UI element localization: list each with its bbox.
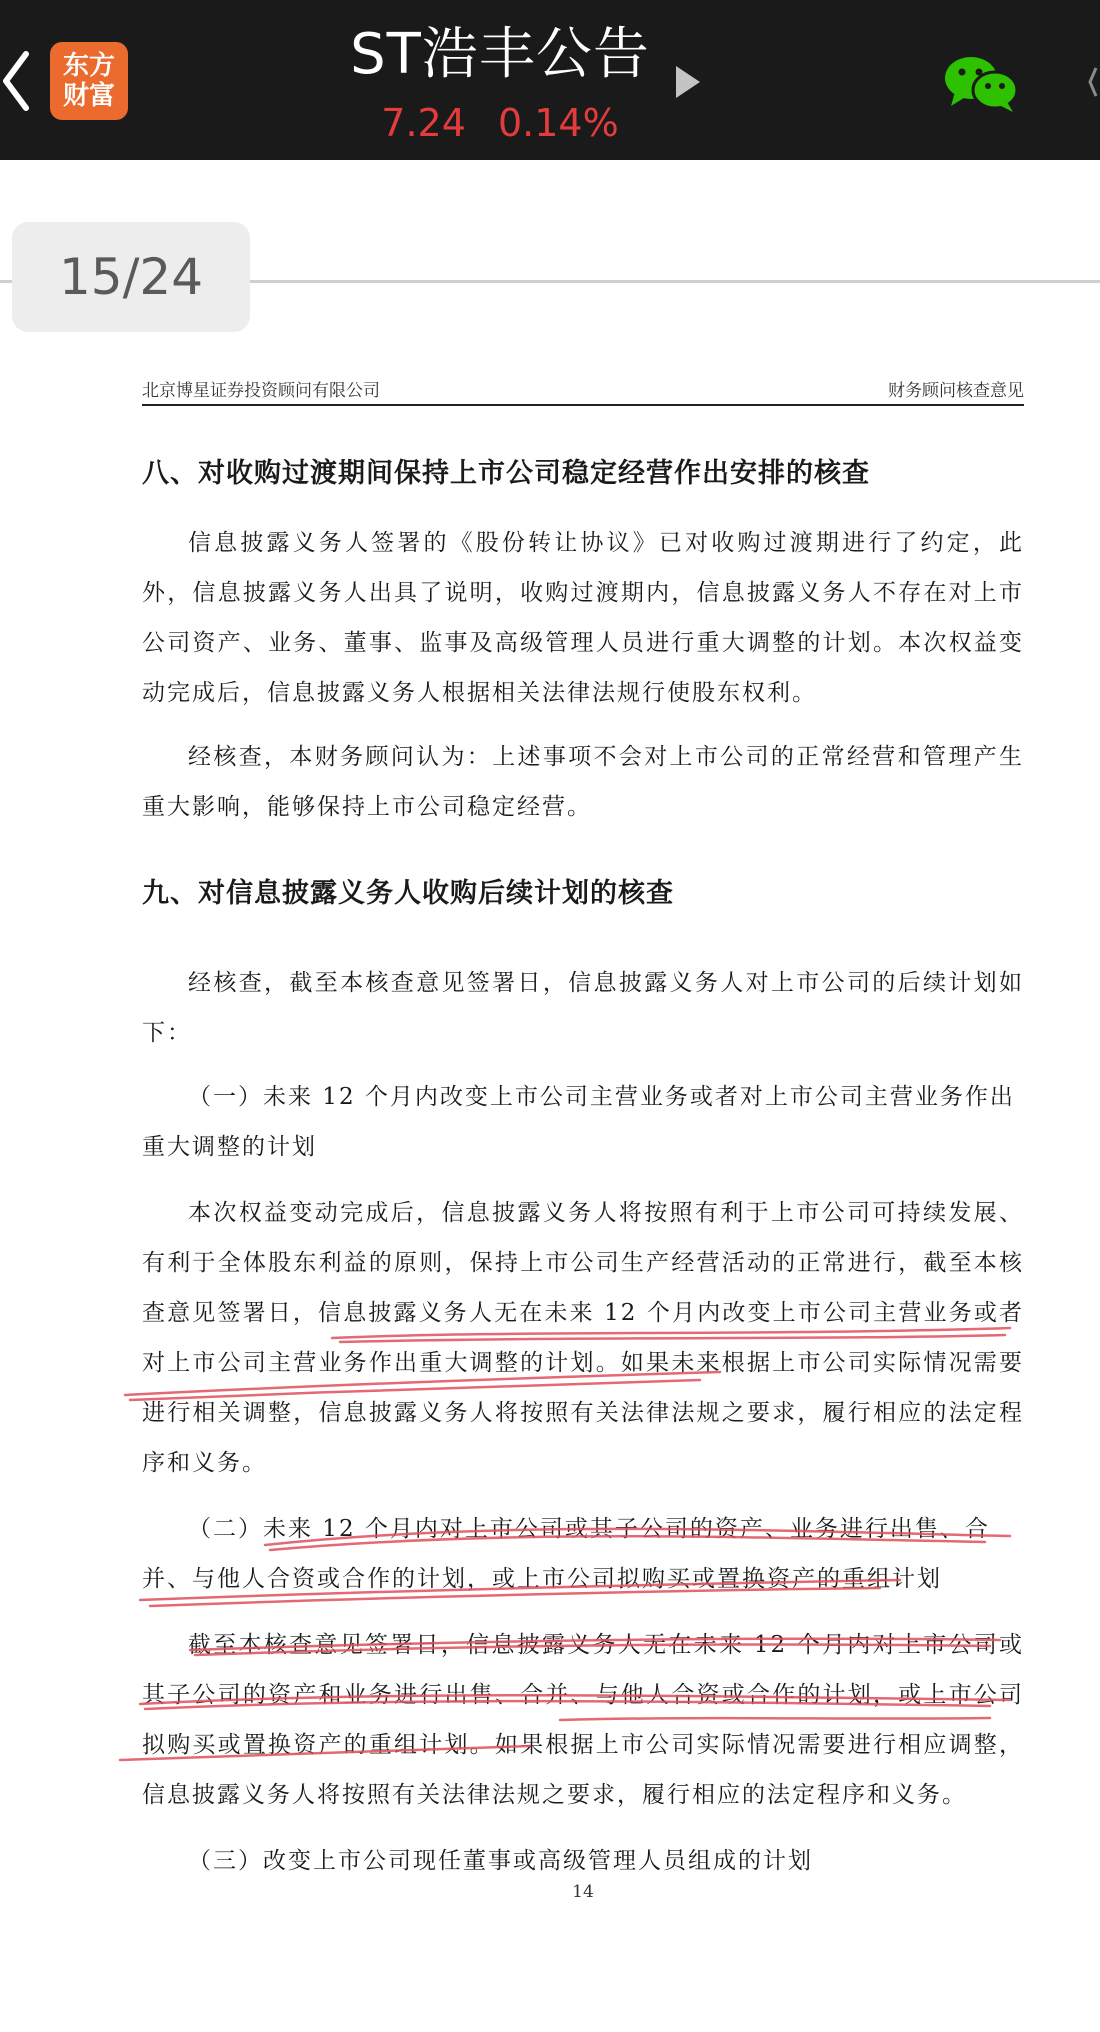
play-arrow-icon[interactable] bbox=[676, 66, 700, 98]
subsection-2-paragraph: 截至本核查意见签署日，信息披露义务人无在未来 12 个月内对上市公司或其子公司的资产和业务进行出售、合并、与他人合资或合作的计划，或上市公司拟购买或置换资产的重组计划。如果根据上市公司实际情况需要进行相应调整，信息披露义务人将按照有关法律法规之要求，履行相应的法定程序和义务。 bbox=[142, 1632, 1024, 1808]
stock-quote bbox=[0, 98, 1000, 148]
subsection-2-title: （二）未来 12 个月内对上市公司或其子公司的资产、业务进行出售、合并、与他人合资或合作的计划，或上市公司拟购买或置换资产的重组计划 bbox=[142, 1516, 990, 1592]
more-edge-icon[interactable] bbox=[1088, 62, 1100, 102]
doc-header bbox=[142, 376, 1024, 406]
page-number: 14 bbox=[572, 1882, 594, 1902]
section-9-paragraph-1: 经核查，截至本核查意见签署日，信息披露义务人对上市公司的后续计划如下： bbox=[142, 970, 1024, 1046]
top-bar bbox=[0, 0, 1100, 160]
section-8-paragraph-2: 经核查，本财务顾问认为：上述事项不会对上市公司的正常经营和管理产生重大影响，能够保持上市公司稳定经营。 bbox=[142, 744, 1024, 820]
stock-price: 7.24 bbox=[381, 101, 466, 145]
subsection-3-title: （三）改变上市公司现任董事或高级管理人员组成的计划 bbox=[188, 1848, 813, 1874]
stock-change: 0.14% bbox=[497, 101, 619, 145]
doc-header-company: 北京博星证券投资顾问有限公司 bbox=[142, 381, 380, 401]
subsection-1-title: （一）未来 12 个月内改变上市公司主营业务或者对上市公司主营业务作出重大调整的计划 bbox=[142, 1084, 1015, 1160]
doc-header-type: 财务顾问核查意见 bbox=[888, 381, 1024, 401]
subsection-1-paragraph: 本次权益变动完成后，信息披露义务人将按照有利于上市公司可持续发展、有利于全体股东利益的原则，保持上市公司生产经营活动的正常进行，截至本核查意见签署日，信息披露义务人无在未来 12 个月内改变上市公司主营业务或者对上市公司主营业务作出重大调整的计划。如果未来根据上市公司实际情况需要进行相关调整，信息披露义务人将按照有关法律法规之要求，履行相应的法定程序和义务。 bbox=[142, 1200, 1024, 1476]
header-rule bbox=[142, 404, 1024, 406]
stock-title: ST浩丰公告 bbox=[350, 22, 650, 87]
section-8-paragraph-1: 信息披露义务人签署的《股份转让协议》已对收购过渡期进行了约定，此外，信息披露义务人出具了说明，收购过渡期内，信息披露义务人不存在对上市公司资产、业务、董事、监事及高级管理人员进行重大调整的计划。本次权益变动完成后，信息披露义务人根据相关法律法规行使股东权利。 bbox=[142, 530, 1024, 706]
section-8-title: 八、对收购过渡期间保持上市公司稳定经营作出安排的核查 bbox=[142, 458, 870, 489]
app-logo: 东方 财富 bbox=[50, 42, 128, 120]
wechat-share-icon[interactable] bbox=[943, 54, 1019, 114]
page-indicator: 15/24 bbox=[12, 222, 250, 332]
section-9-title: 九、对信息披露义务人收购后续计划的核查 bbox=[142, 878, 674, 909]
